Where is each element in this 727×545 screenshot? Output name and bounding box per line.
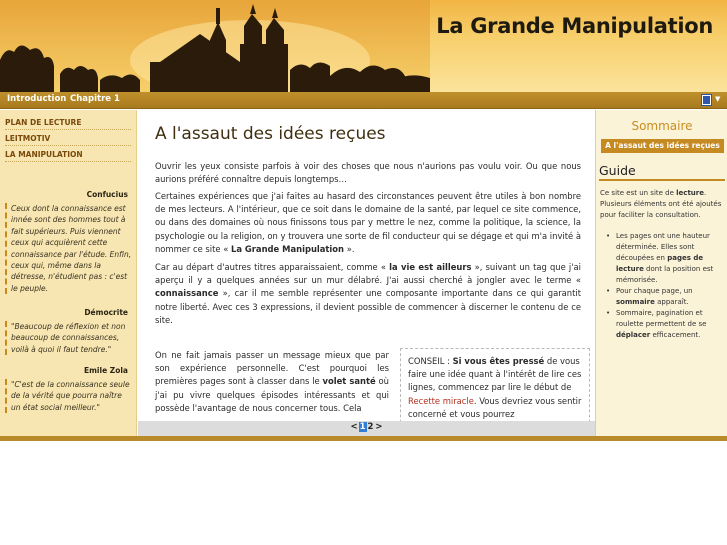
quote-author: Démocrite	[84, 308, 128, 317]
advice-label: CONSEIL :	[408, 356, 453, 366]
nav-link-chapitre-1[interactable]: Chapitre 1	[70, 94, 120, 104]
paragraph-text: Car au départ d'autres titres apparaissaient, comme «	[155, 262, 390, 272]
quote-author: Confucius	[86, 190, 128, 199]
pager-page-2[interactable]: 2	[367, 422, 374, 432]
right-sidebar	[595, 110, 727, 436]
emphasis-text: Si vous êtes pressé	[452, 356, 545, 366]
paragraph-text: », car il me semble représenter une composante importante dans ce qui garantit notre liberté. Avec ces 3 expressions, il devient possible de commencer à discerner le contenu de ce site.	[155, 288, 581, 325]
advice-text: . Vous devriez vous sentir concerné et vous pourrez	[408, 395, 582, 419]
guide-intro	[600, 188, 725, 221]
guide-text: Pour chaque page, un	[616, 287, 693, 295]
emphasis-text: La Grande Manipulation	[231, 243, 345, 254]
emphasis-text: sommaire	[616, 298, 655, 306]
emphasis-text: volet santé	[322, 376, 376, 387]
sidebar-link-plan-de-lecture[interactable]: PLAN DE LECTURE	[5, 118, 131, 130]
intro-paragraph: Ouvrir les yeux consiste parfois à voir des choses que nous n'aurions pas voulu voir. Ou que nous aurions préféré connaître depuis longtemps…	[155, 161, 581, 185]
left-sidebar	[0, 110, 137, 436]
emphasis-text: lecture	[676, 189, 704, 197]
guide-text: apparaît.	[654, 298, 689, 306]
cathedral-skyline-image	[0, 0, 430, 92]
body-paragraph	[155, 349, 389, 415]
emphasis-text: pages de lecture	[616, 254, 704, 273]
nav-link-introduction[interactable]: Introduction	[7, 94, 67, 104]
site-header	[0, 0, 727, 92]
word-document-icon[interactable]	[701, 94, 712, 106]
paragraph-text: où j'ai pu vivre quelques épisodes intéressants et qui possède l'avantage de nous concerner tous. Cela	[155, 376, 389, 413]
guide-list-item	[606, 308, 724, 341]
quote-text: "C'est de la connaissance seule de la vérité que pourra naître un état social meilleur."	[5, 379, 132, 413]
pager-next[interactable]: >	[375, 422, 383, 432]
guide-list-item	[606, 231, 724, 286]
guide-list	[606, 231, 724, 341]
paragraph-text: Certaines expériences que j'ai faites au hasard des circonstances peuvent être utiles à bon nombre de mes lecteurs. A l'intérieur, que ce soit dans le domaine de la santé, par lequel ce site commence, ou dans des domaines où nous finissons tous par y mettre le nez, comme la politique, la science, la psychologie ou la religion, on y trouvera une sorte de fil conducteur qui se dégage et qui m'a invité à nommer ce site «	[155, 191, 581, 254]
body-paragraph	[155, 190, 581, 256]
guide-text: dont la position est mémorisée.	[616, 265, 714, 284]
pagination	[138, 421, 595, 436]
main-content	[138, 110, 595, 421]
guide-text: Ce site est un site de	[600, 189, 677, 197]
top-navigation-bar	[0, 92, 727, 109]
emphasis-text: connaissance	[155, 288, 219, 299]
page-title: A l'assaut des idées reçues	[155, 124, 386, 144]
paragraph-text: », suivant un tag que j'ai aperçu il y a quelques années sur un mur délabré. J'ai aussi cherché à jongler avec le terme «	[155, 262, 581, 286]
guide-text: Les pages ont une hauteur déterminée. Elles sont découpées en	[616, 232, 710, 262]
advice-text: de vous faire une idée quant à l'intérêt de lire ces lignes, commencez par lire le début de	[408, 356, 582, 393]
quote-text: "Beaucoup de réflexion et non beaucoup de connaissances, voilà à quoi il faut tendre."	[5, 321, 132, 355]
guide-text: efficacement.	[650, 331, 701, 339]
summary-title: Sommaire	[631, 119, 693, 133]
paragraph-text: On ne fait jamais passer un message mieux que par son expérience personnelle. C'est pourquoi les premières pages sont à classer dans le	[155, 350, 389, 387]
emphasis-text: la vie est ailleurs	[389, 262, 472, 272]
guide-title: Guide	[599, 163, 725, 181]
recette-miracle-link[interactable]: Recette miracle	[408, 395, 474, 406]
site-title: La Grande Manipulation	[436, 14, 713, 38]
sidebar-link-leitmotiv[interactable]: LEITMOTIV	[5, 134, 131, 146]
pager-prev[interactable]: <	[350, 422, 358, 432]
quote-author: Emile Zola	[83, 366, 128, 375]
emphasis-text: déplacer	[616, 331, 651, 339]
advice-box	[400, 348, 590, 421]
body-paragraph	[155, 261, 581, 327]
summary-item-active[interactable]: A l'assaut des idées reçues	[601, 139, 724, 153]
guide-text: Sommaire, pagination et roulette permettent de se	[616, 309, 707, 328]
guide-list-item	[606, 286, 724, 308]
guide-text: . Plusieurs éléments ont été ajoutés pour faciliter la consultation.	[600, 189, 722, 219]
quote-text: Ceux dont la connaissance est innée sont des hommes tout à fait supérieurs. Puis viennent ceux qui acquièrent cette connaissance par l'étude. Enfin, ceux qui, même dans la détresse, n'étudient pas : c'est le peuple.	[5, 203, 132, 294]
chevron-down-icon[interactable]: ▼	[715, 95, 721, 103]
paragraph-text: ».	[344, 243, 355, 254]
footer-bar	[0, 436, 727, 441]
sidebar-link-la-manipulation[interactable]: LA MANIPULATION	[5, 150, 131, 162]
pager-page-current[interactable]: 1	[359, 422, 366, 432]
